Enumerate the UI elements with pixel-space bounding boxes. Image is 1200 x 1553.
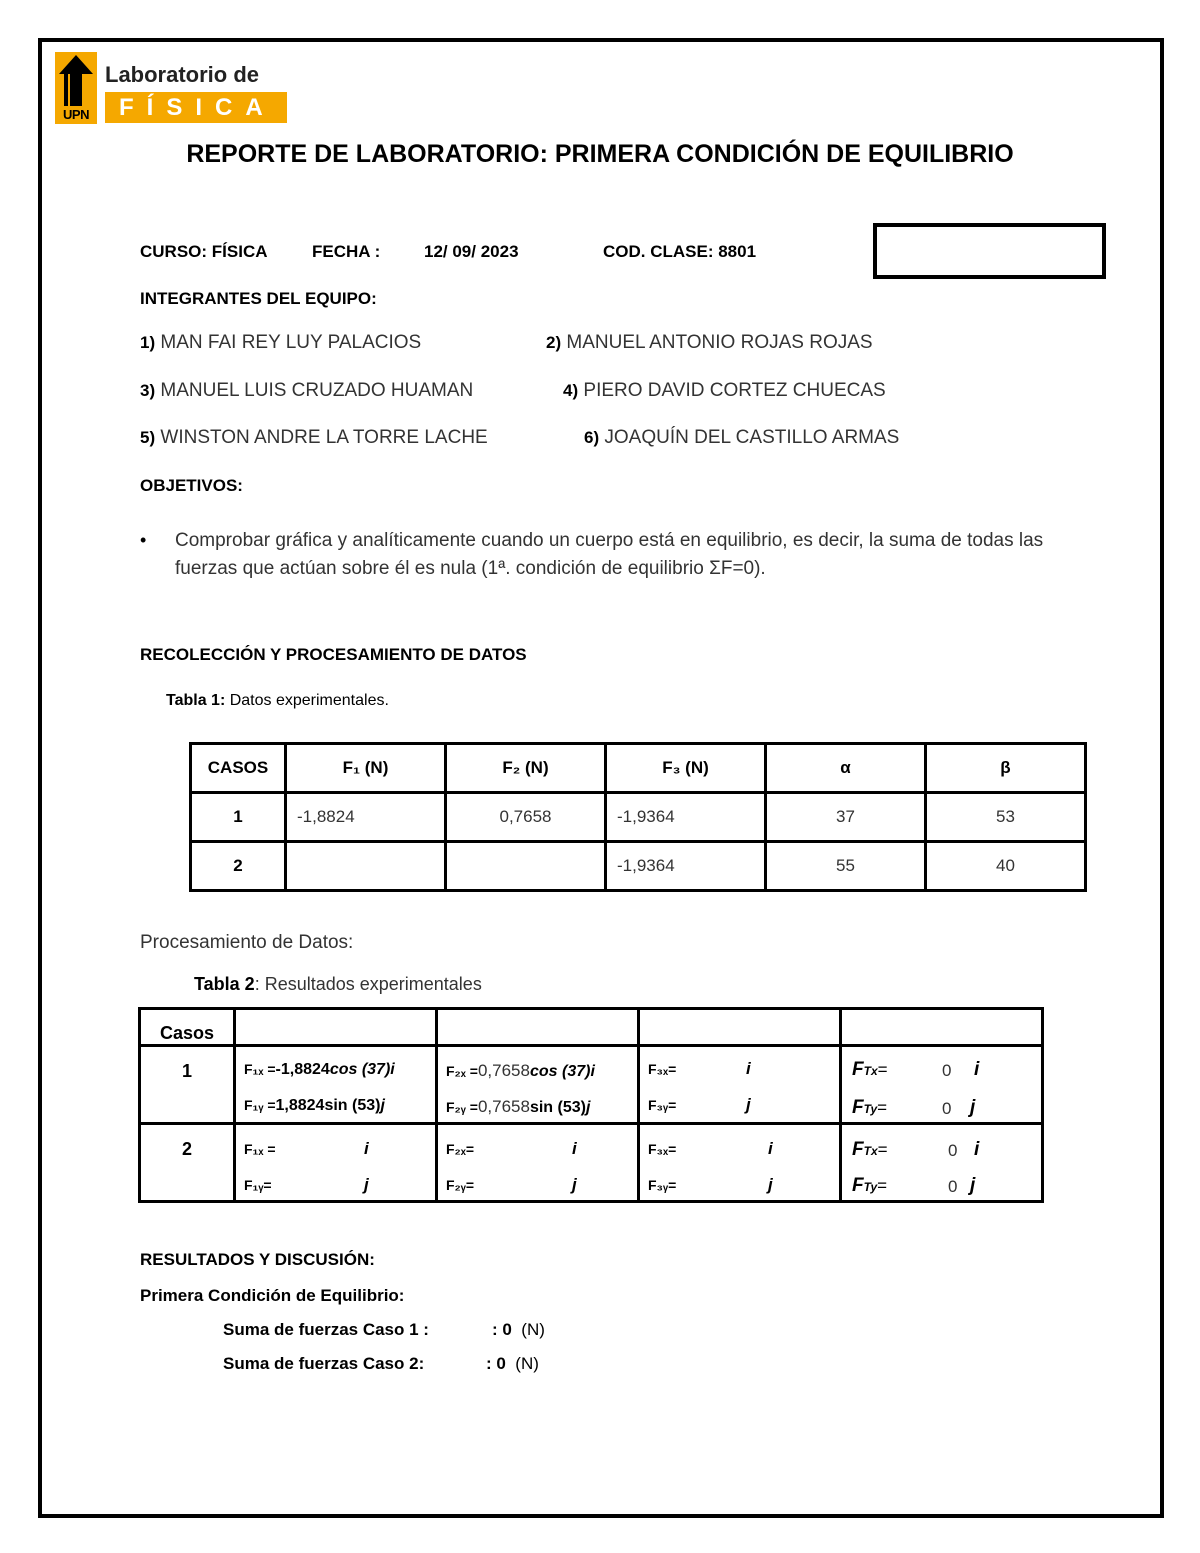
ft-cell: [841, 1124, 1043, 1202]
upn-logo-mark: [55, 52, 97, 124]
table-cell: [286, 842, 446, 891]
unit-vector-j: j: [970, 1175, 976, 1196]
logo-upn-text: UPN: [63, 107, 89, 122]
column-header: F₁ (N): [286, 744, 446, 793]
processing-label: Procesamiento de Datos:: [140, 932, 354, 953]
ft-cell: [841, 1046, 1043, 1124]
table-row: [140, 1046, 1043, 1124]
unit-vector-j: j: [768, 1175, 773, 1194]
unit-vector-j: j: [364, 1175, 369, 1194]
fty-label: FTy=: [852, 1175, 888, 1196]
table-cell: [446, 842, 606, 891]
table-cell: 0,7658: [446, 793, 606, 842]
table-row: [191, 793, 1086, 842]
unit-vector-i: i: [572, 1139, 577, 1158]
f1-cell: [235, 1124, 437, 1202]
bullet-icon: •: [140, 530, 147, 550]
report-title: REPORTE DE LABORATORIO: PRIMERA CONDICIÓN DE EQUILIBRIO: [186, 140, 1014, 168]
column-header-empty: [639, 1009, 841, 1046]
course-label: CURSO: FÍSICA: [140, 242, 268, 261]
f3x-formula: F₃ₓ=: [648, 1061, 677, 1077]
table1-caption: Tabla 1: Datos experimentales.: [166, 692, 389, 709]
ftx-value: 0: [948, 1141, 958, 1160]
table-cell: 40: [926, 842, 1086, 891]
unit-vector-i: i: [746, 1059, 751, 1078]
table2-caption: Tabla 2: Resultados experimentales: [194, 974, 482, 994]
unit-vector-j: j: [746, 1095, 751, 1114]
unit-vector-j: j: [970, 1097, 976, 1118]
f2x-formula: F₂ₓ =0,7658cos (37)i: [446, 1061, 595, 1080]
table-header-row: [140, 1009, 1043, 1046]
f2-cell: [437, 1046, 639, 1124]
column-header: F₂ (N): [446, 744, 606, 793]
column-header: F₃ (N): [606, 744, 766, 793]
objective-text: Comprobar gráfica y analíticamente cuando un cuerpo está en equilibrio, es decir, la suma de todas las fuerzas que actúan sobre él es nula (1ª. condición de equilibrio ΣF=0).: [175, 530, 1044, 579]
unit-vector-i: i: [364, 1139, 369, 1158]
team-member: 3) MANUEL LUIS CRUZADO HUAMAN: [140, 380, 474, 401]
results-subheading: Primera Condición de Equilibrio:: [140, 1286, 405, 1305]
column-header-empty: [235, 1009, 437, 1046]
column-header: α: [766, 744, 926, 793]
f2x-formula: F₂ₓ=: [446, 1141, 475, 1157]
f2y-formula: F₂ᵧ=: [446, 1177, 475, 1193]
column-header: CASOS: [191, 744, 286, 793]
f3-cell: [639, 1124, 841, 1202]
f3y-formula: F₃ᵧ=: [648, 1097, 677, 1113]
fty-value: 0: [942, 1099, 952, 1118]
f3-cell: [639, 1046, 841, 1124]
ftx-value: 0: [942, 1061, 952, 1080]
data-heading: RECOLECCIÓN Y PROCESAMIENTO DE DATOS: [140, 645, 527, 664]
fty-value: 0: [948, 1177, 958, 1196]
f1x-formula: F₁ₓ =-1,8824cos (37)i: [244, 1061, 395, 1078]
f1-cell: [235, 1046, 437, 1124]
case-cell: 1: [140, 1046, 235, 1124]
f3x-formula: F₃ₓ=: [648, 1141, 677, 1157]
table-cell: 55: [766, 842, 926, 891]
unit-vector-i: i: [974, 1059, 980, 1080]
case-cell: 2: [140, 1124, 235, 1202]
arrow-up-icon: [55, 52, 97, 108]
class-code: COD. CLASE: 8801: [603, 242, 757, 261]
unit-vector-j: j: [572, 1175, 577, 1194]
team-member: 2) MANUEL ANTONIO ROJAS ROJAS: [546, 332, 873, 353]
team-member: 5) WINSTON ANDRE LA TORRE LACHE: [140, 427, 488, 448]
ftx-label: FTx=: [852, 1059, 888, 1080]
table-cell: -1,9364: [606, 793, 766, 842]
column-header-empty: [841, 1009, 1043, 1046]
unit-vector-i: i: [974, 1139, 980, 1160]
column-header: Casos: [140, 1009, 235, 1046]
upn-logo: [55, 52, 287, 124]
team-member: 6) JOAQUÍN DEL CASTILLO ARMAS: [584, 427, 900, 448]
table-row: [140, 1124, 1043, 1202]
ftx-label: FTx=: [852, 1139, 888, 1160]
f1y-formula: F₁ᵧ =1,8824sin (53)j: [244, 1097, 385, 1114]
logo-fisica-text: FÍSICA: [105, 92, 287, 123]
column-header-empty: [437, 1009, 639, 1046]
team-heading: INTEGRANTES DEL EQUIPO:: [140, 289, 377, 308]
objectives-heading: OBJETIVOS:: [140, 476, 243, 495]
table-cell: 53: [926, 793, 1086, 842]
f1y-formula: F₁ᵧ=: [244, 1177, 272, 1193]
table-cell: 37: [766, 793, 926, 842]
data-table: [189, 742, 1087, 892]
f3y-formula: F₃ᵧ=: [648, 1177, 677, 1193]
table-cell: -1,9364: [606, 842, 766, 891]
logo-lab-text: Laboratorio de: [105, 62, 260, 87]
team-member: 1) MAN FAI REY LUY PALACIOS: [140, 332, 422, 353]
unit-vector-i: i: [768, 1139, 773, 1158]
table-cell: -1,8824: [286, 793, 446, 842]
sum-case1-label: Suma de fuerzas Caso 1 :: [223, 1320, 429, 1339]
table-header-row: [191, 744, 1086, 793]
date-value: 12/ 09/ 2023: [424, 242, 519, 261]
results-table: [138, 1007, 1044, 1203]
sum-case1-value: : 0 (N): [492, 1320, 545, 1339]
table-row: [191, 842, 1086, 891]
f2y-formula: F₂ᵧ =0,7658sin (53)j: [446, 1097, 591, 1116]
fty-label: FTy=: [852, 1097, 888, 1118]
column-header: β: [926, 744, 1086, 793]
sum-case2-value: : 0 (N): [486, 1354, 539, 1373]
grade-box[interactable]: [873, 223, 1106, 279]
date-label: FECHA :: [312, 242, 381, 261]
team-member: 4) PIERO DAVID CORTEZ CHUECAS: [563, 380, 886, 401]
f1x-formula: F₁ₓ =: [244, 1141, 276, 1157]
sum-case2-label: Suma de fuerzas Caso 2:: [223, 1354, 425, 1373]
table-cell: 2: [191, 842, 286, 891]
results-heading: RESULTADOS Y DISCUSIÓN:: [140, 1250, 375, 1269]
table-cell: 1: [191, 793, 286, 842]
f2-cell: [437, 1124, 639, 1202]
